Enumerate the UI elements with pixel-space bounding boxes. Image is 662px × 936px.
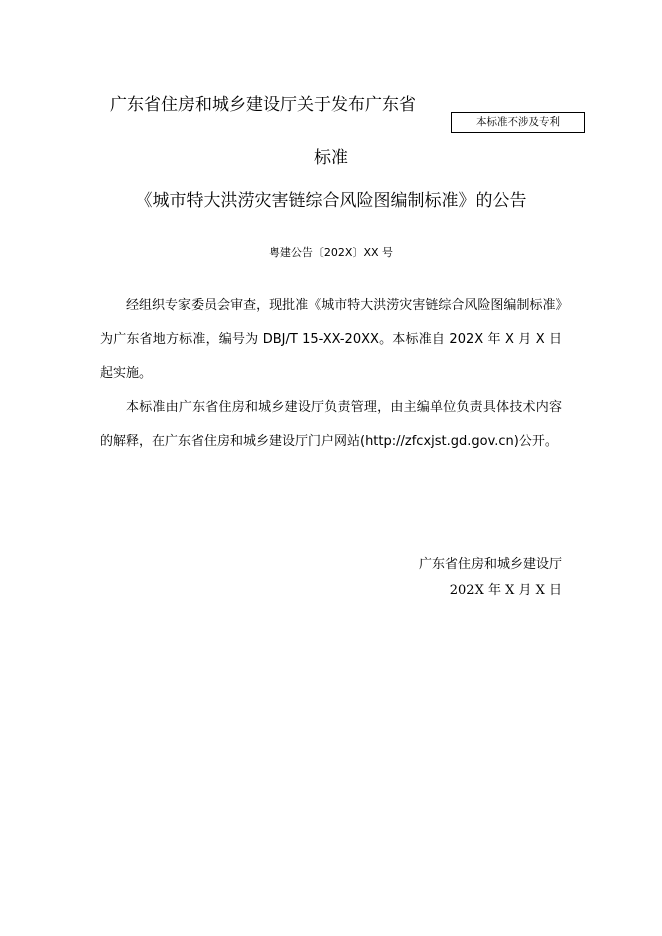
title-line-1: 广东省住房和城乡建设厅关于发布广东省 — [110, 95, 416, 115]
patent-notice-box: 本标准不涉及专利 — [451, 112, 585, 133]
signature-organization: 广东省住房和城乡建设厅 — [418, 557, 562, 572]
document-number: 粤建公告〔202X〕XX 号 — [268, 246, 394, 259]
signature-date: 202X 年 X 月 X 日 — [449, 583, 562, 598]
title-line-2: 标准 — [314, 148, 348, 168]
body-paragraph-1-container — [100, 289, 562, 391]
body-paragraph: 经组织专家委员会审查，现批准《城市特大洪涝灾害链综合风险图编制标准》为广东省地方标准，编号为 DBJ/T 15-XX-20XX。本标准自 202X 年 X 月 X 日起实施。 — [100, 298, 562, 381]
body-paragraph: 本标准由广东省住房和城乡建设厅负责管理，由主编单位负责具体技术内容的解释，在广东省住房和城乡建设厅门户网站(http://zfcxjst.gd.gov.cn)公开。 — [100, 400, 562, 449]
body-paragraph-2-container — [100, 391, 562, 459]
title-line-3: 《城市特大洪涝灾害链综合风险图编制标准》的公告 — [135, 191, 527, 211]
